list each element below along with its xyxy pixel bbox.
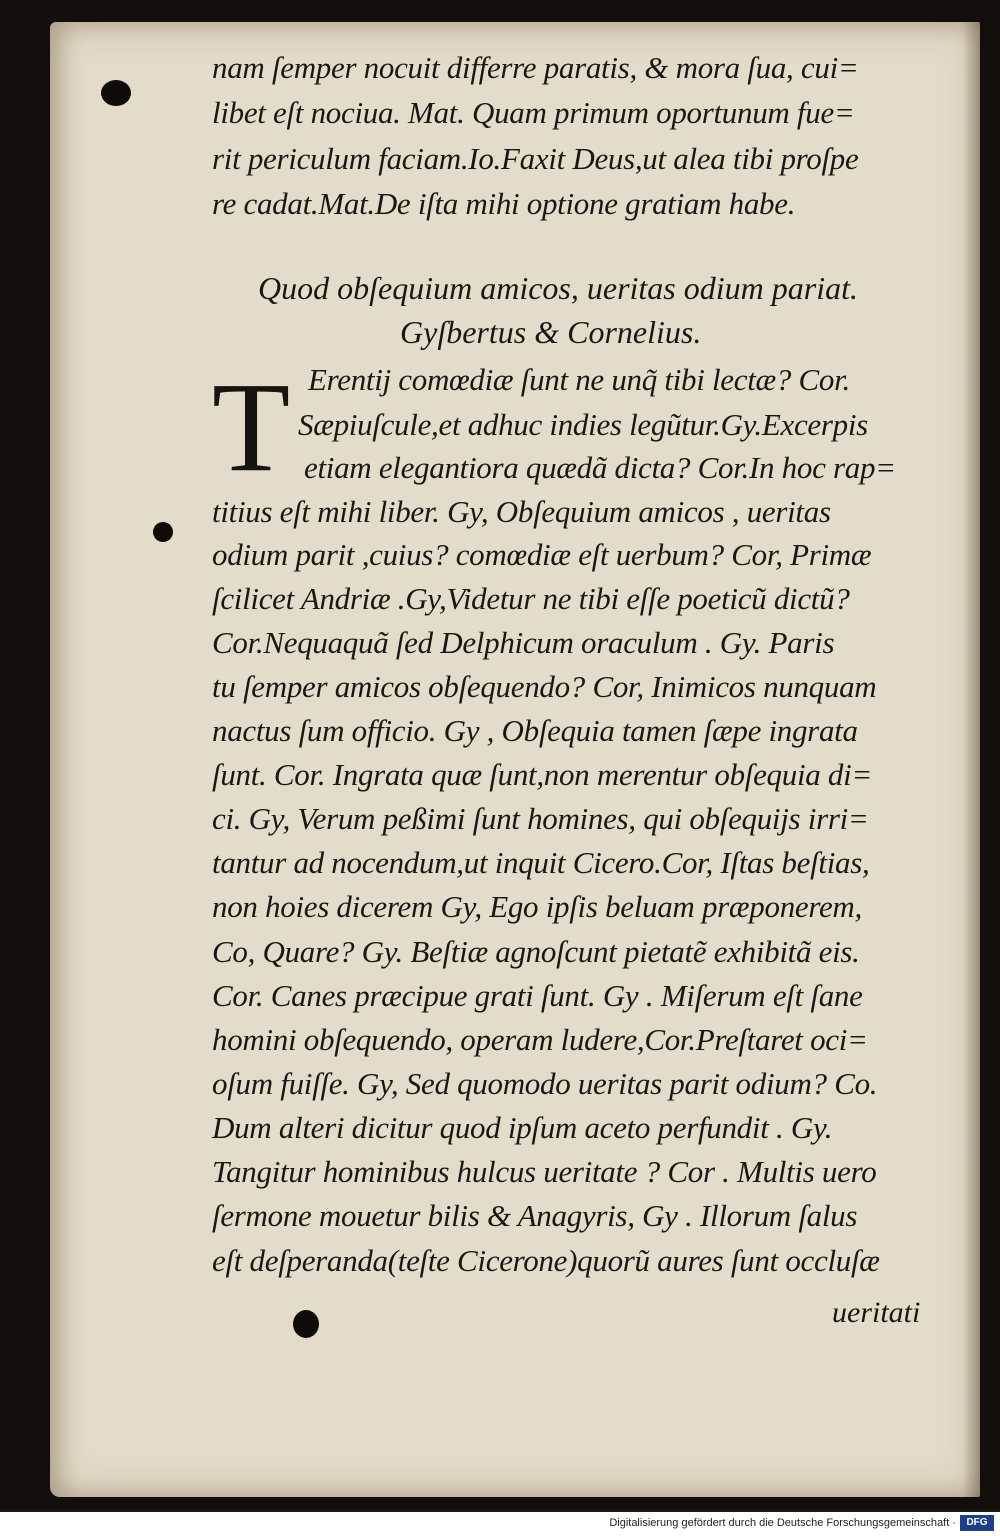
text-line: ſermone mouetur bilis & Anagyris, Gy . Illorum ſalus [212, 1198, 858, 1233]
text-line: titius eſt mihi liber. Gy, Obſequium amicos , ueritas [212, 494, 831, 529]
text-line: Erentij comœdiæ ſunt ne unq̃ tibi lectæ? Cor. [308, 362, 850, 397]
binding-hole [153, 522, 173, 542]
text-line: rit periculum faciam.Io.Faxit Deus,ut alea tibi proſpe [212, 141, 859, 176]
binding-hole [101, 80, 131, 106]
text-line: Cor. Canes præcipue grati ſunt. Gy . Miſerum eſt ſane [212, 978, 863, 1013]
text-line: odium parit ,cuius? comœdiæ eſt uerbum? Cor, Primæ [212, 537, 872, 572]
text-line: Co, Quare? Gy. Beſtiæ agnoſcunt pietatẽ exhibitã eis. [212, 934, 860, 969]
text-line: oſum fuiſſe. Gy, Sed quomodo ueritas parit odium? Co. [212, 1066, 878, 1101]
text-line: libet eſt nociua. Mat. Quam primum oportunum fue= [212, 95, 855, 130]
text-line: Sæpiuſcule,et adhuc indies legũtur.Gy.Excerpis [298, 407, 868, 442]
text-line: nactus ſum officio. Gy , Obſequia tamen ſæpe ingrata [212, 713, 858, 748]
digitization-credit: Digitalisierung gefördert durch die Deutsche Forschungsgemeinschaft · [609, 1517, 956, 1529]
speakers-line: Gyſbertus & Cornelius. [400, 314, 702, 350]
text-line: tantur ad nocendum,ut inquit Cicero.Cor, Iſtas beſtias, [212, 845, 870, 880]
drop-cap-initial: T [212, 356, 291, 498]
binding-hole [293, 1310, 319, 1338]
text-line: etiam elegantiora quædã dicta? Cor.In hoc rap= [304, 450, 896, 485]
dfg-logo: DFG [960, 1515, 994, 1531]
text-line: Dum alteri dicitur quod ipſum aceto perfundit . Gy. [212, 1110, 833, 1145]
text-line: Tangitur hominibus hulcus ueritate ? Cor . Multis uero [212, 1154, 877, 1189]
text-line: non hoies dicerem Gy, Ego ipſis beluam præponerem, [212, 889, 862, 924]
text-line: eſt deſperanda(teſte Cicerone)quorũ aures ſunt occluſæ [212, 1243, 880, 1278]
text-line: re cadat.Mat.De iſta mihi optione gratiam habe. [212, 186, 796, 221]
text-line: tu ſemper amicos obſequendo? Cor, Inimicos nunquam [212, 669, 877, 704]
text-line: nam ſemper nocuit differre paratis, & mora ſua, cui= [212, 50, 859, 85]
catchword: ueritati [832, 1296, 921, 1329]
text-line: homini obſequendo, operam ludere,Cor.Preſtaret oci= [212, 1022, 868, 1057]
text-line: ci. Gy, Verum peßimi ſunt homines, qui obſequijs irri= [212, 801, 869, 836]
text-line: ſcilicet Andriæ .Gy,Videtur ne tibi eſſe poeticũ dictũ? [212, 581, 850, 616]
section-title: Quod obſequium amicos, ueritas odium pariat. [258, 270, 858, 306]
text-line: ſunt. Cor. Ingrata quæ ſunt,non merentur obſequia di= [212, 757, 873, 792]
text-line: Cor.Nequaquã ſed Delphicum oraculum . Gy. Paris [212, 625, 835, 660]
